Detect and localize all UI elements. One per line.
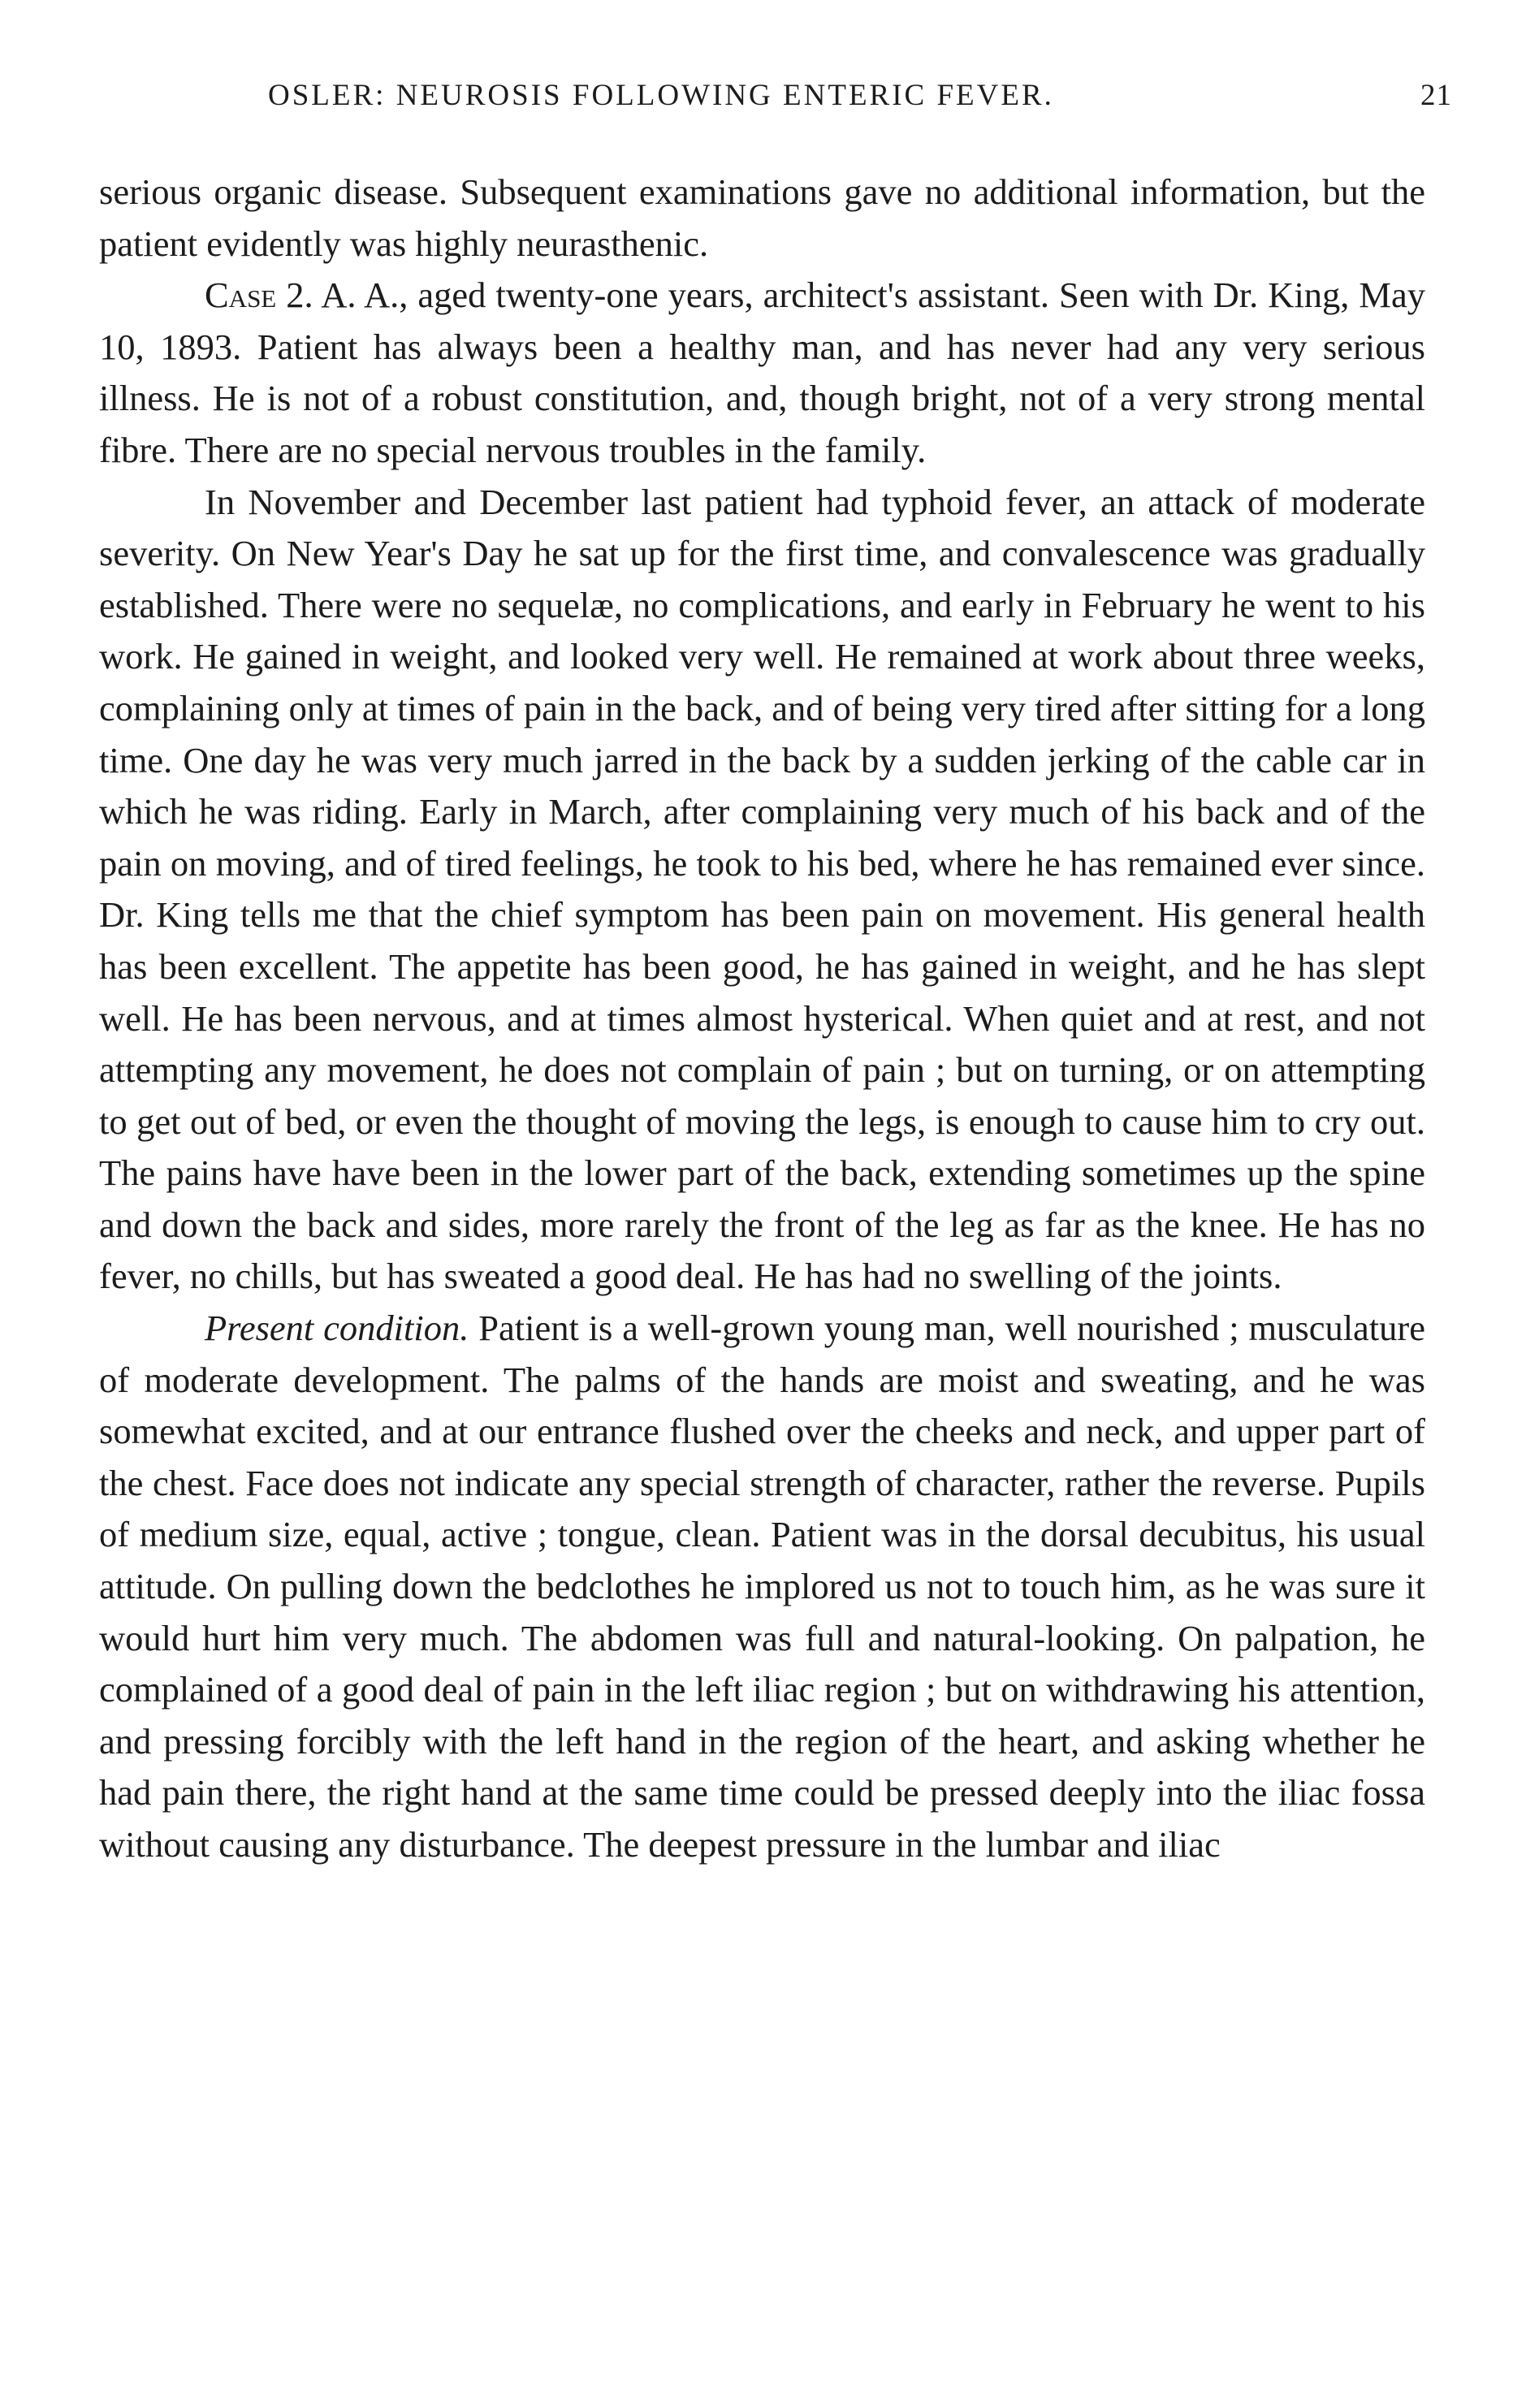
present-condition-label: Present condition. bbox=[205, 1308, 469, 1349]
page-number: 21 bbox=[1420, 79, 1452, 112]
paragraph-case-2 bbox=[99, 270, 1425, 476]
present-condition-text: Patient is a well-grown young man, well nourished ; musculature of moderate development. The palms of the hands are moist and sweating, and he was somewhat excited, and at our entrance flushed over the cheeks and neck, and upper part of the chest. Face does not indicate any special strength of character, rather the reverse. Pupils of medium size, equal, active ; tongue, clean. Patient was in the dorsal decubitus, his usual attitude. On pulling down the bedclothes he implored us not to touch him, as he was sure it would hurt him very much. The abdomen was full and natural-looking. On palpation, he complained of a good deal of pain in the left iliac region ; but on withdrawing his attention, and pressing forcibly with the left hand in the region of the heart, and asking whether he had pain there, the right hand at the same time could be pressed deeply into the iliac fossa without causing any disturbance. The deepest pressure in the lumbar and iliac bbox=[99, 1308, 1425, 1865]
running-title: OSLER: NEUROSIS FOLLOWING ENTERIC FEVER. bbox=[268, 79, 1054, 112]
running-head bbox=[268, 78, 1462, 127]
case-label: Case 2. bbox=[205, 275, 313, 316]
paragraph-present-condition bbox=[99, 1303, 1425, 1871]
case-2-text: A. A., aged twenty-one years, architect's assistant. Seen with Dr. King, May 10, 1893. Patient has always been a healthy man, and has never had any very serious illness. He is not of a robust constitution, and, though bright, not of a very strong mental fibre. There are no special nervous troubles in the family. bbox=[99, 275, 1426, 470]
body-text bbox=[99, 166, 1425, 1871]
paragraph-history: In November and December last patient had typhoid fever, an attack of moderate severity. On New Year's Day he sat up for the first time, and convalescence was gradually established. There were no sequelæ, no complications, and early in February he went to his work. He gained in weight, and looked very well. He remained at work about three weeks, complaining only at times of pain in the back, and of being very tired after sitting for a long time. One day he was very much jarred in the back by a sudden jerking of the cable car in which he was riding. Early in March, after complaining very much of his back and of the pain on moving, and of tired feelings, he took to his bed, where he has remained ever since. Dr. King tells me that the chief symptom has been pain on movement. His general health has been excellent. The appetite has been good, he has gained in weight, and he has slept well. He has been nervous, and at times almost hysterical. When quiet and at rest, and not attempting any movement, he does not complain of pain ; but on turning, or on attempting to get out of bed, or even the thought of moving the legs, is enough to cause him to cry out. The pains have have been in the lower part of the back, extending sometimes up the spine and down the back and sides, more rarely the front of the leg as far as the knee. He has no fever, no chills, but has sweated a good deal. He has had no swelling of the joints. bbox=[99, 481, 1425, 1297]
paragraph-continuation: serious organic disease. Subsequent examinations gave no additional information, but the patient evidently was highly neurasthenic. bbox=[99, 171, 1425, 264]
